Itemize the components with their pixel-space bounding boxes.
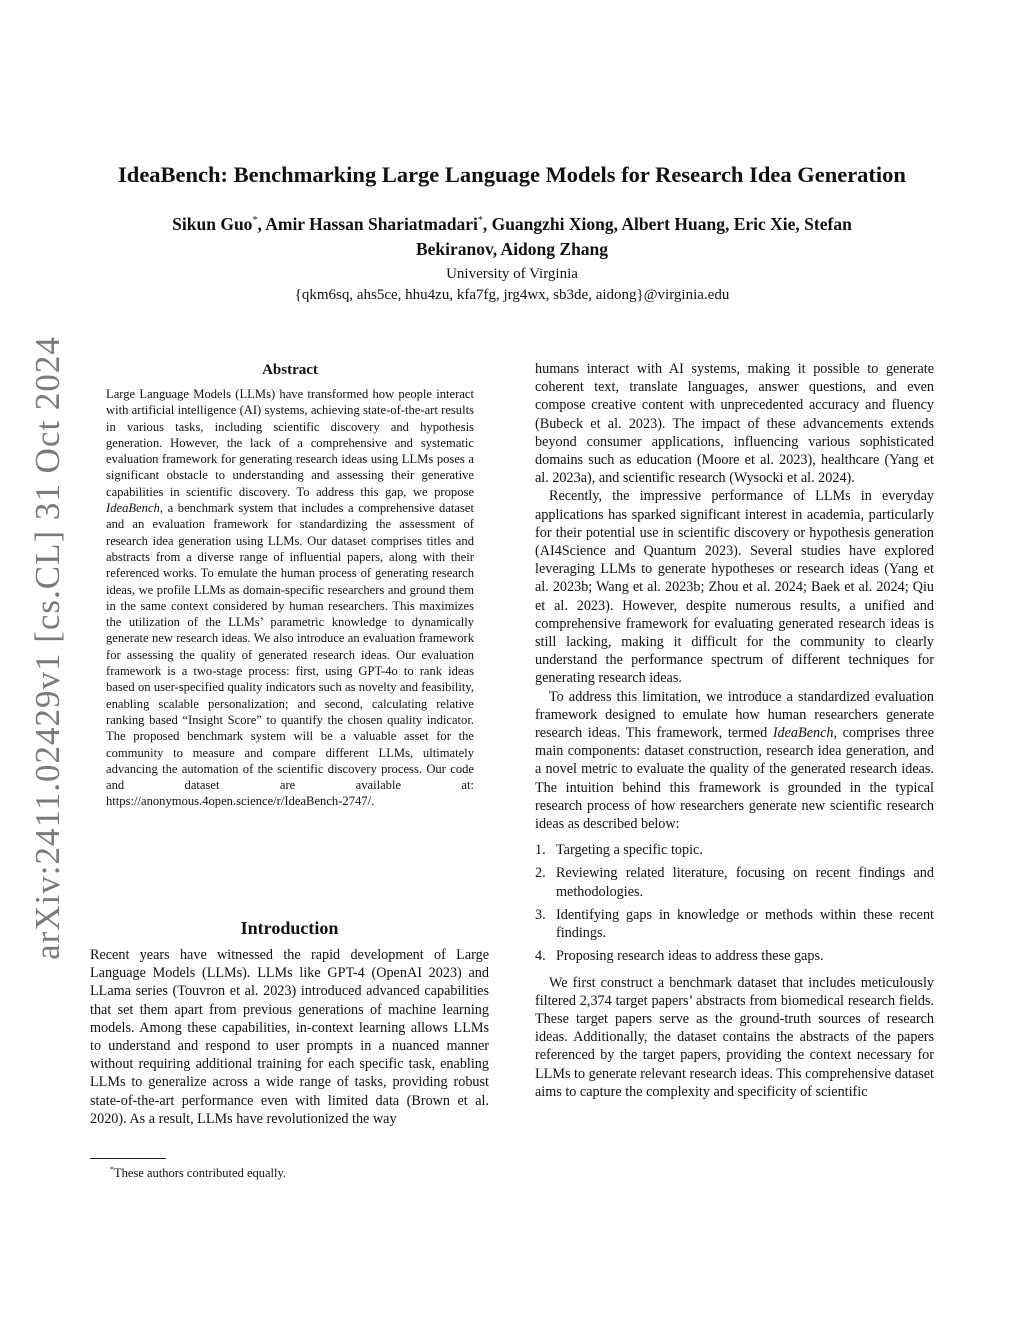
- abstract-section: [106, 362, 474, 810]
- footnote-divider: [90, 1158, 166, 1159]
- affiliation: University of Virginia: [446, 266, 578, 282]
- list-item-text: Identifying gaps in knowledge or methods within these recent findings.: [556, 906, 934, 942]
- list-item: [535, 864, 934, 900]
- list-number: 1.: [535, 842, 546, 859]
- author-name: Sikun Guo: [172, 213, 253, 234]
- list-item-text: Targeting a specific topic.: [556, 842, 703, 859]
- list-number: 4.: [535, 948, 546, 965]
- author-emails: {qkm6sq, ahs5ce, hhu4zu, kfa7fg, jrg4wx, sb3de, aidong}@virginia.edu: [294, 287, 730, 303]
- abstract-text-part: Large Language Models (LLMs) have transformed how people interact with artificial intelligence (AI) systems, achieving state-of-the-art results in various tasks, including scientific discovery and hypothesis generation. However, the lack of a comprehensive and systematic evaluation framework for generating research ideas using LLMs poses a significant obstacle to understanding and assessing their generative capabilities in scientific discovery. To address this gap, we propose: [106, 387, 474, 499]
- author-names: Bekiranov, Aidong Zhang: [415, 238, 609, 259]
- footnote-marker: *: [110, 1165, 114, 1174]
- author-list: [110, 208, 914, 262]
- body-text-part: To address this limitation, we introduce a standardized evaluation framework designed to emulate how human researchers generate research ideas. This framework, termed: [535, 688, 934, 742]
- footnote: [110, 1162, 286, 1181]
- right-column: [535, 360, 934, 1101]
- list-number: 2.: [535, 865, 546, 882]
- introduction-section: [90, 918, 489, 1128]
- equal-contribution-marker: *: [477, 215, 483, 226]
- footnote-text: These authors contributed equally.: [114, 1166, 287, 1181]
- body-text-part: , comprises three main components: dataset construction, research idea generation, and a novel metric to evaluate the quality of the generated research ideas. The intuition behind this framework is grounded in the typical research process of how researchers generate new scientific research ideas as described below:: [535, 725, 934, 833]
- list-number: 3.: [535, 906, 546, 923]
- list-item-text: Proposing research ideas to address these gaps.: [556, 948, 824, 965]
- arxiv-identifier: arXiv:2411.02429v1 [cs.CL] 31 Oct 2024: [28, 336, 67, 960]
- introduction-heading: Introduction: [240, 918, 339, 938]
- body-paragraph: humans interact with AI systems, making it possible to generate coherent text, translate languages, answer questions, and even compose creative content with unprecedented accuracy and fluency (Bubeck et al. 2023). The impact of these advancements extends beyond consumer applications, influencing various sophisticated domains such as education (Moore et al. 2023), healthcare (Yang et al. 2023a), and scientific research (Wysocki et al. 2024).: [535, 361, 934, 487]
- body-paragraph: We first construct a benchmark dataset that includes meticulously filtered 2,374 target papers’ abstracts from biomedical research fields. These target papers serve as the ground-truth sources of research ideas. Additionally, the dataset contains the abstracts of the papers referenced by the target papers, providing the context necessary for LLMs to generate relevant research ideas. This comprehensive dataset aims to capture the complexity and specificity of scientific: [535, 974, 934, 1100]
- author-name: , Amir Hassan Shariatmadari: [257, 213, 478, 234]
- abstract-emphasis: IdeaBench: [106, 501, 160, 516]
- equal-contribution-marker: *: [252, 215, 258, 226]
- list-item-text: Reviewing related literature, focusing on recent findings and methodologies.: [556, 865, 934, 900]
- affiliation-block: [160, 264, 864, 306]
- body-paragraph: Recently, the impressive performance of LLMs in everyday applications has sparked significant interest in academia, particularly for their potential use in scientific discovery or hypothesis generation (AI4Science and Quantum 2023). Several studies have explored leveraging LLMs to generate hypotheses or research ideas (Yang et al. 2023b; Wang et al. 2023b; Zhou et al. 2024; Baek et al. 2024; Qiu et al. 2023). However, despite numerous results, a unified and comprehensive framework for evaluating generated research ideas is still lacking, making it difficult for the community to clearly understand the performance spectrum of different techniques for generating research ideas.: [535, 488, 934, 687]
- body-emphasis: IdeaBench: [772, 725, 834, 742]
- abstract-text: [106, 386, 474, 810]
- list-item: [535, 841, 934, 859]
- introduction-paragraph: Recent years have witnessed the rapid development of Large Language Models (LLMs). LLMs like GPT-4 (OpenAI 2023) and LLama series (Touvron et al. 2023) introduced advanced capabilities that set them apart from previous generations of machine learning models. Among these capabilities, in-context learning allows LLMs to understand and respond to user prompts in a nuanced manner without requiring additional training for each specific task, enabling LLMs to generalize across a wide range of tasks, providing robust state-of-the-art performance even with limited data (Brown et al. 2020). As a result, LLMs have revolutionized the way: [90, 947, 489, 1127]
- list-item: [535, 906, 934, 942]
- abstract-heading: Abstract: [262, 362, 318, 378]
- author-names: , Guangzhi Xiong, Albert Huang, Eric Xie, Stefan: [482, 213, 852, 234]
- paper-title: IdeaBench: Benchmarking Large Language Models for Research Idea Generation: [118, 162, 906, 187]
- research-process-list: [535, 841, 934, 965]
- abstract-text-part: , a benchmark system that includes a comprehensive dataset and an evaluation framework for standardizing the assessment of research idea generation using LLMs. Our dataset comprises titles and abstracts from a diverse range of influential papers, along with their referenced works. To emulate the human process of generating research ideas, we profile LLMs as domain-specific researchers and ground them in the same context considered by human researchers. This maximizes the utilization of the LLMs’ parametric knowledge to dynamically generate new research ideas. We also introduce an evaluation framework for assessing the quality of generated research ideas. Our evaluation framework is a two-stage process: first, using GPT-4o to rank ideas based on user-specified quality indicators such as novelty and feasibility, enabling scalable personalization; and second, calculating relative ranking based “Insight Score” to quantify the chosen quality indicator. The proposed benchmark system will be a valuable asset for the community to measure and compare different LLMs, ultimately advancing the automation of the scientific discovery process. Our code and dataset are available at: https://anonymous.4open.science/r/IdeaBench-2747/.: [106, 501, 474, 809]
- body-paragraph: [535, 688, 934, 834]
- list-item: [535, 947, 934, 965]
